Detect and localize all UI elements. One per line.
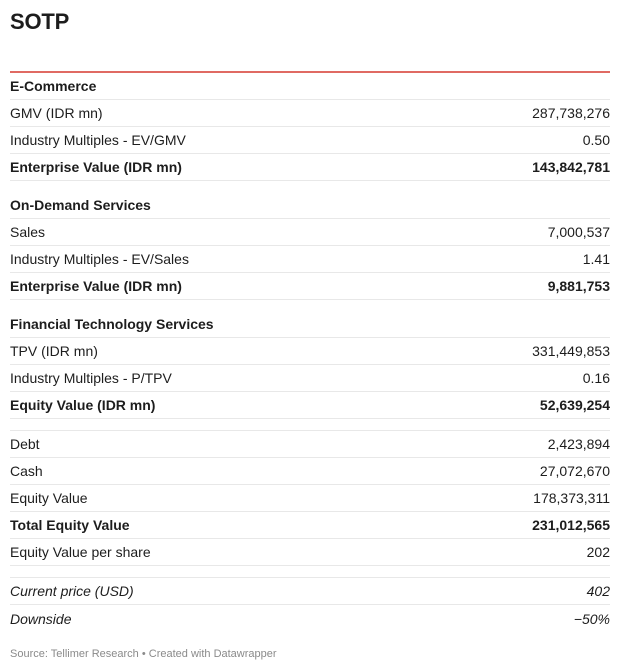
row-value: 2,423,894 <box>547 436 610 452</box>
page-title: SOTP <box>10 9 70 34</box>
table-row <box>10 100 610 127</box>
section-heading-fintech: Financial Technology Services <box>10 311 610 338</box>
table-row-subtotal <box>10 392 610 419</box>
row-label: Downside <box>10 610 72 627</box>
section-heading-ecommerce: E-Commerce <box>10 73 610 100</box>
row-label: GMV (IDR mn) <box>10 105 103 121</box>
row-label: Enterprise Value (IDR mn) <box>10 159 182 175</box>
row-label: Industry Multiples - EV/Sales <box>10 251 189 267</box>
table-row-subtotal <box>10 273 610 300</box>
row-label: Equity Value <box>10 490 88 506</box>
table-row-subtotal <box>10 154 610 181</box>
table-row <box>10 338 610 365</box>
row-value: 7,000,537 <box>547 224 610 240</box>
row-value: −50% <box>573 610 610 627</box>
row-value: 231,012,565 <box>532 517 610 533</box>
row-label: Industry Multiples - EV/GMV <box>10 132 186 148</box>
row-label: Total Equity Value <box>10 517 130 533</box>
row-value: 202 <box>586 544 610 560</box>
table-row <box>10 365 610 392</box>
table-row-total <box>10 512 610 539</box>
row-value: 27,072,670 <box>539 463 610 479</box>
row-label: Industry Multiples - P/TPV <box>10 370 172 386</box>
table-row-downside <box>10 605 610 632</box>
row-label: Sales <box>10 224 46 240</box>
row-label: Equity Value (IDR mn) <box>10 397 156 413</box>
row-label: Enterprise Value (IDR mn) <box>10 278 182 294</box>
source-note: Source: Tellimer Research • Created with Datawrapper <box>10 648 277 660</box>
table-row-price <box>10 578 610 605</box>
row-value: 402 <box>586 583 610 599</box>
row-value: 1.41 <box>582 251 610 267</box>
row-label: TPV (IDR mn) <box>10 343 98 359</box>
row-label: Current price (USD) <box>10 583 134 599</box>
row-value: 178,373,311 <box>533 490 610 506</box>
section-heading-on-demand: On-Demand Services <box>10 192 610 219</box>
row-value: 0.16 <box>582 370 610 386</box>
row-value: 331,449,853 <box>532 343 610 359</box>
row-label: Debt <box>10 436 40 452</box>
row-value: 143,842,781 <box>532 159 610 175</box>
table-row <box>10 219 610 246</box>
table-row <box>10 458 610 485</box>
row-label: Cash <box>10 463 43 479</box>
table-row <box>10 485 610 512</box>
table-row <box>10 246 610 273</box>
row-value: 287,738,276 <box>532 105 610 121</box>
row-value: 0.50 <box>582 132 610 148</box>
table-row <box>10 127 610 154</box>
row-label: Equity Value per share <box>10 544 151 560</box>
row-value: 9,881,753 <box>547 278 610 294</box>
table-row <box>10 431 610 458</box>
table-row <box>10 539 610 566</box>
sotp-table <box>10 71 610 632</box>
row-value: 52,639,254 <box>539 397 610 413</box>
